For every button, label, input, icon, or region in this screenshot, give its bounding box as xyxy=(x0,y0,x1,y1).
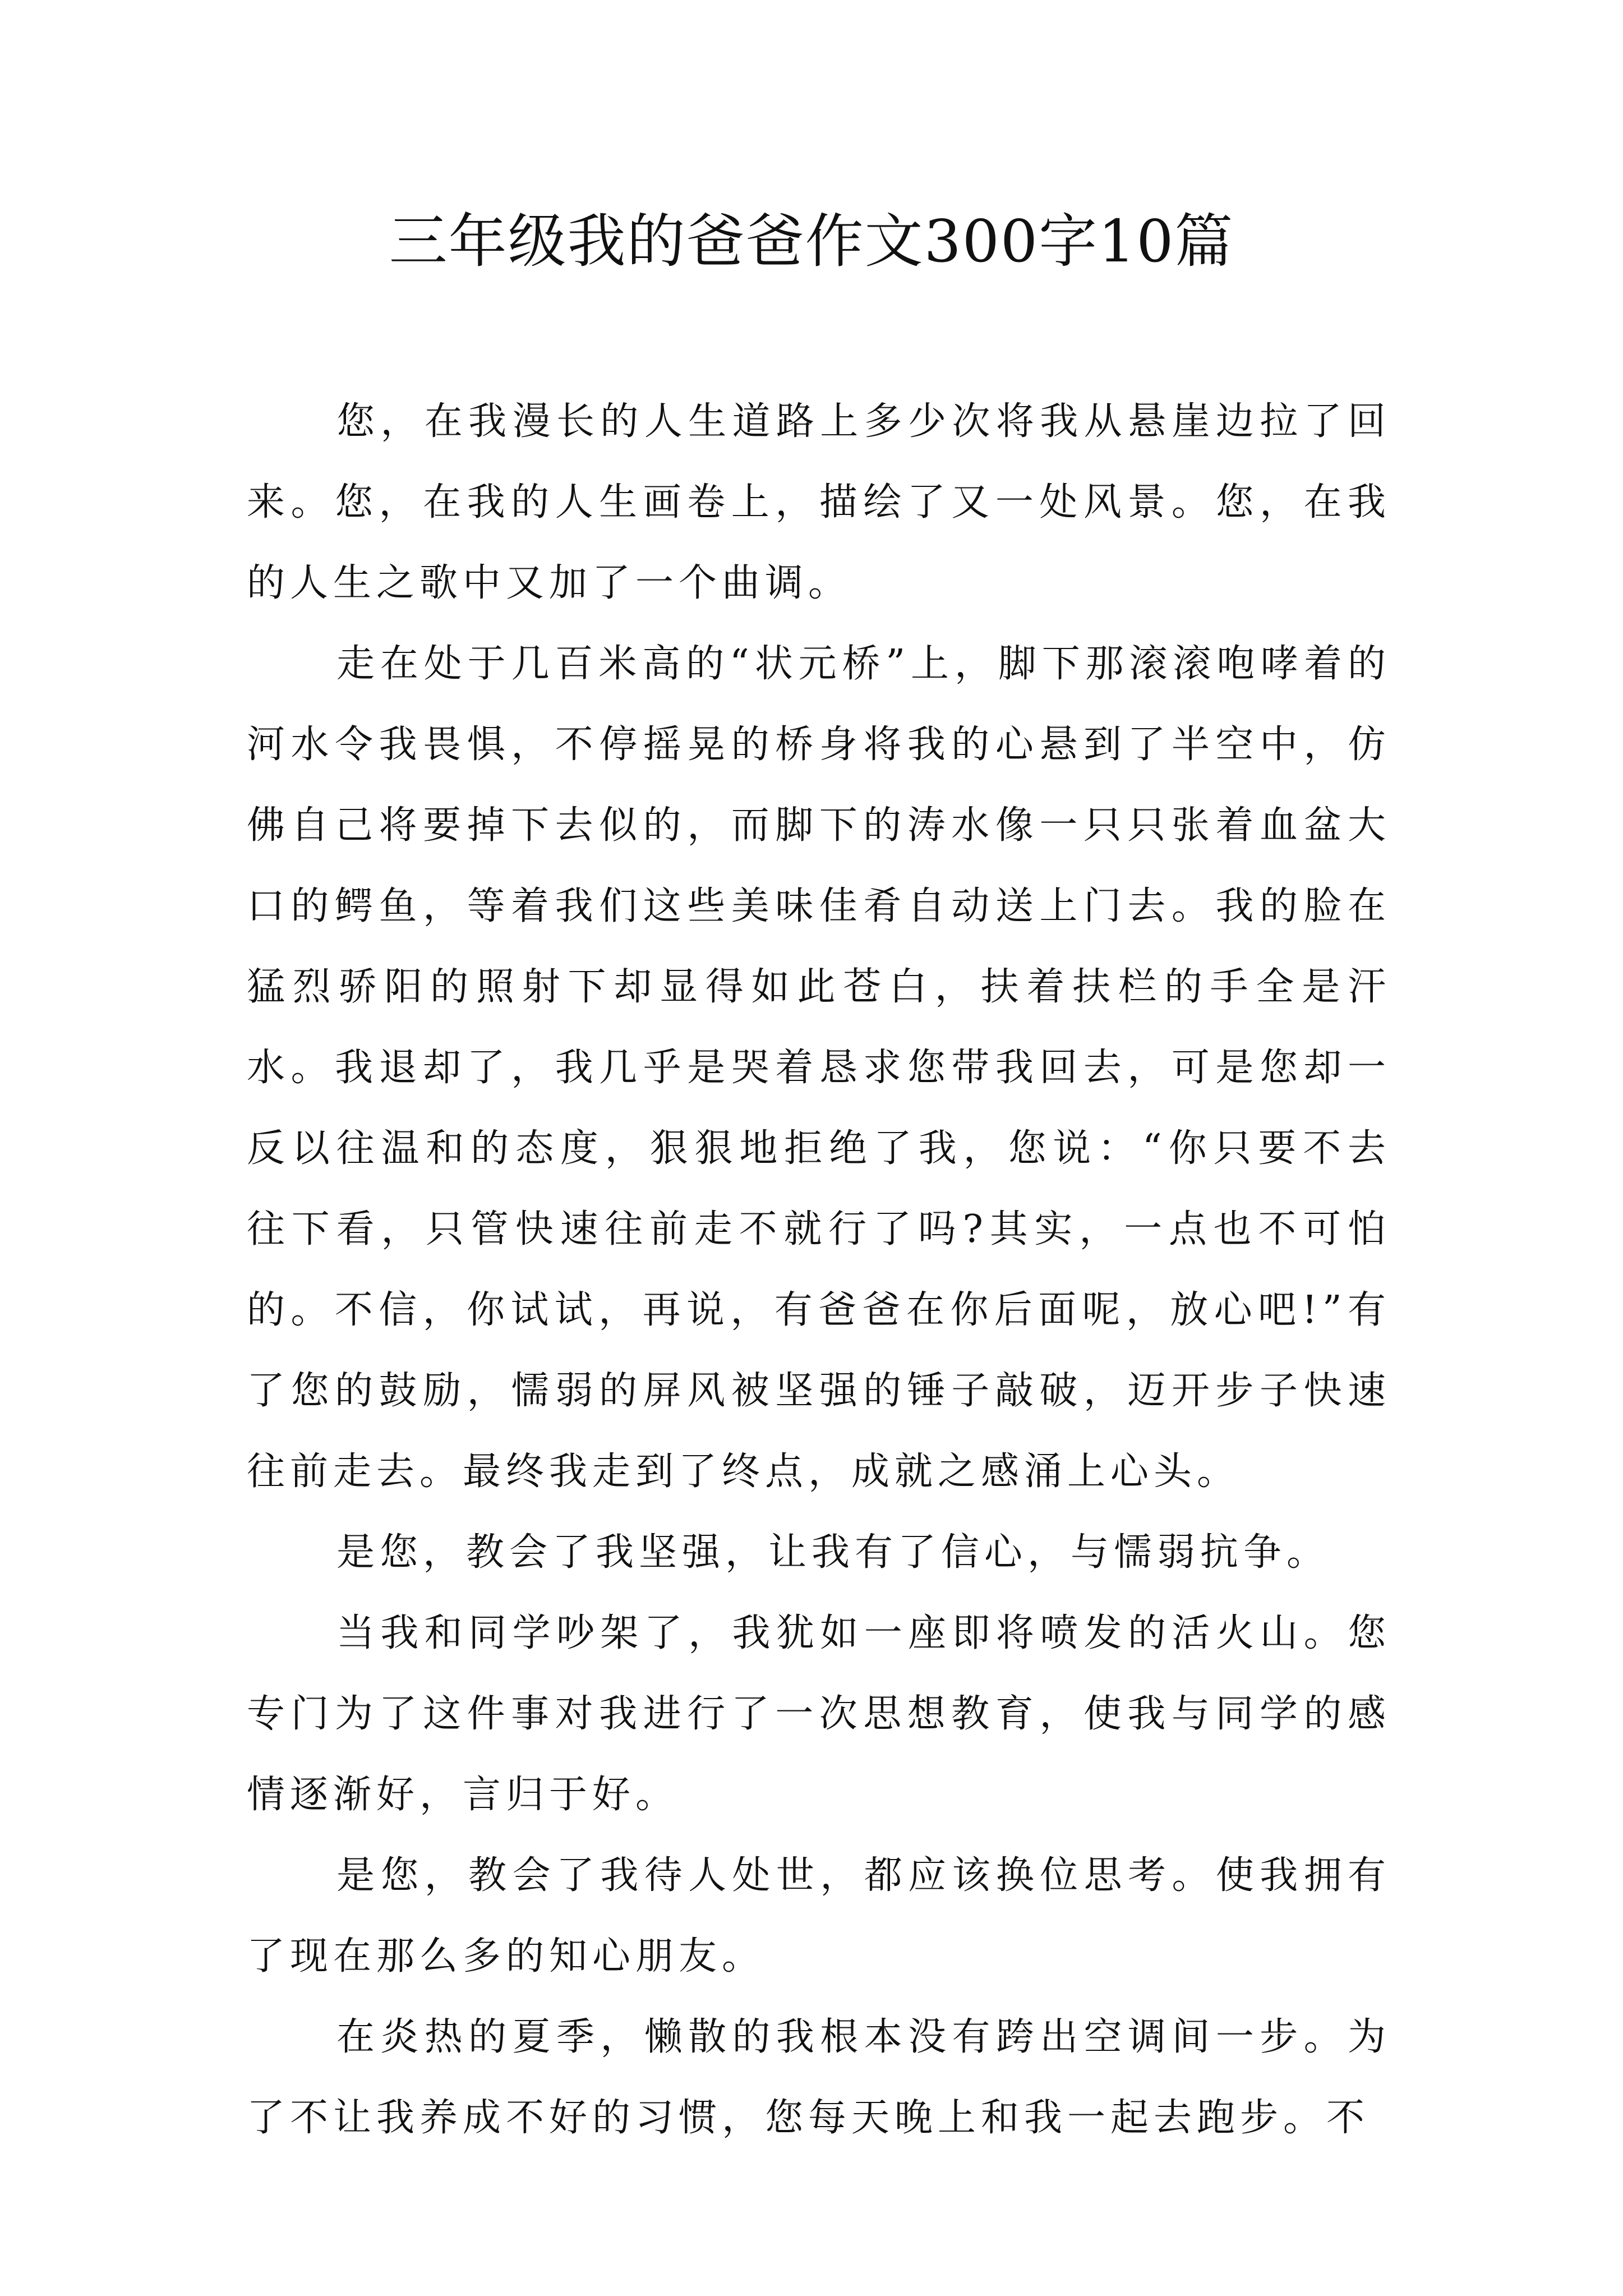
paragraph: 是您，教会了我待人处世，都应该换位思考。使我拥有了现在那么多的知心朋友。 xyxy=(247,1853,1391,1978)
document-body xyxy=(247,381,1391,2159)
paragraph: 是您，教会了我坚强，让我有了信心，与懦弱抗争。 xyxy=(336,1530,1330,1575)
paragraph: 当我和同学吵架了，我犹如一座即将喷发的活火山。您专门为了这件事对我进行了一次思想教育，使我与同学的感情逐渐好，言归于好。 xyxy=(247,1611,1391,1817)
paragraph: 走在处于几百米高的“状元桥”上，脚下那滚滚咆哮着的河水令我畏惧，不停摇晃的桥身将我的心悬到了半空中，仿佛自己将要掉下去似的，而脚下的涛水像一只只张着血盆大口的鳄鱼，等着我们这些美味佳肴自动送上门去。我的脸在猛烈骄阳的照射下却显得如此苍白，扶着扶栏的手全是汗水。我退却了，我几乎是哭着恳求您带我回去，可是您却一反以往温和的态度，狠狠地拒绝了我，您说：“你只要不去往下看，只管快速往前走不就行了吗?其实，一点也不可怕的。不信，你试试，再说，有爸爸在你后面呢，放心吧!”有了您的鼓励，懦弱的屏风被坚强的锤子敲破，迈开步子快速往前走去。最终我走到了终点，成就之感涌上心头。 xyxy=(247,642,1391,1494)
paragraph: 您，在我漫长的人生道路上多少次将我从悬崖边拉了回来。您，在我的人生画卷上，描绘了又一处风景。您，在我的人生之歌中又加了一个曲调。 xyxy=(247,399,1391,605)
document-title: 三年级我的爸爸作文300字10篇 xyxy=(389,207,1234,275)
paragraph: 在炎热的夏季，懒散的我根本没有跨出空调间一步。为了不让我养成不好的习惯，您每天晚上和我一起去跑步。不 xyxy=(247,2015,1391,2140)
